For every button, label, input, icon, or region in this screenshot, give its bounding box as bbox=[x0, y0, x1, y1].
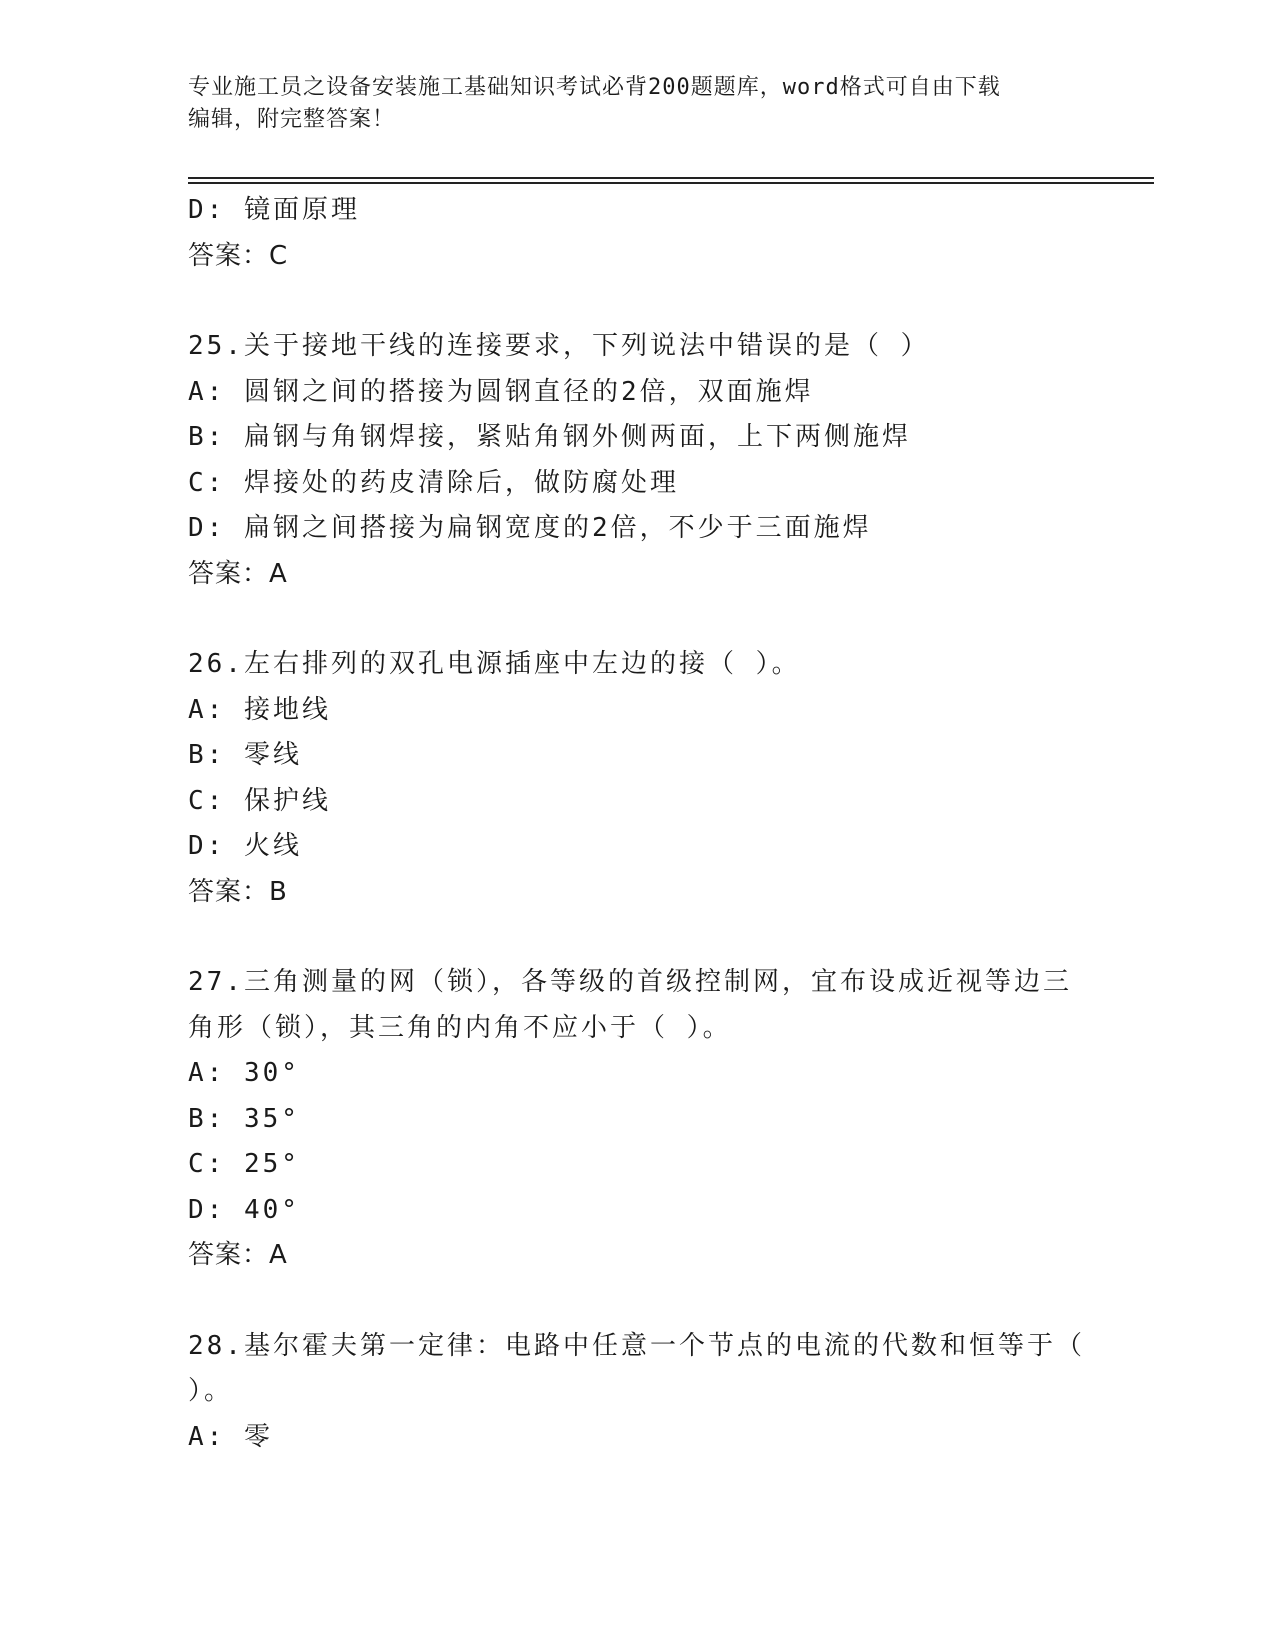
question-26 bbox=[188, 642, 1088, 915]
question-stem: 25.关于接地干线的连接要求，下列说法中错误的是（ ） bbox=[188, 331, 930, 361]
option-d: D: 扁钢之间搭接为扁钢宽度的2倍，不少于三面施焊 bbox=[188, 513, 872, 543]
option-b: B: 35° bbox=[188, 1103, 300, 1134]
answer-line: 答案：A bbox=[188, 1240, 288, 1270]
option-a: A: 接地线 bbox=[188, 694, 331, 725]
question-stem: 26.左右排列的双孔电源插座中左边的接（ ）。 bbox=[188, 649, 801, 679]
option-a: A: 30° bbox=[188, 1058, 300, 1088]
question-27 bbox=[188, 960, 1088, 1279]
option-a: A: 圆钢之间的搭接为圆钢直径的2倍，双面施焊 bbox=[188, 376, 814, 407]
answer-line: 答案：A bbox=[188, 558, 288, 589]
question-28 bbox=[188, 1324, 1088, 1461]
option-c: C: 焊接处的药皮清除后，做防腐处理 bbox=[188, 467, 679, 498]
question-stem-line-1: 27.三角测量的网（锁），各等级的首级控制网，宜布设成近视等边三 bbox=[188, 967, 1072, 997]
option-d: D: 火线 bbox=[188, 831, 302, 861]
header-rule-top bbox=[188, 177, 1154, 179]
option-d: D: 40° bbox=[188, 1194, 300, 1225]
answer-line: 答案：B bbox=[188, 876, 288, 907]
option-a: A: 零 bbox=[188, 1421, 273, 1452]
question-stem-line-2: 角形（锁），其三角的内角不应小于（ ）。 bbox=[188, 1012, 732, 1043]
answer-line: 答案：C bbox=[188, 240, 289, 271]
header-line-2: 编辑，附完整答案！ bbox=[188, 107, 396, 132]
header-line-1: 专业施工员之设备安装施工基础知识考试必背200题题库，word格式可自由下载 bbox=[188, 75, 1001, 100]
option-b: B: 零线 bbox=[188, 740, 302, 770]
option-b: B: 扁钢与角钢焊接，紧贴角钢外侧两面，上下两侧施焊 bbox=[188, 422, 911, 452]
option-c: C: 保护线 bbox=[188, 785, 331, 816]
option-d: D: 镜面原理 bbox=[188, 195, 360, 225]
question-25 bbox=[188, 324, 1088, 597]
question-stem-line-1: 28.基尔霍夫第一定律：电路中任意一个节点的电流的代数和恒等于（ bbox=[188, 1330, 1085, 1361]
question-list bbox=[188, 188, 1088, 1460]
header-rule-bottom bbox=[188, 182, 1154, 184]
question-stem-line-2: ）。 bbox=[188, 1376, 234, 1406]
option-c: C: 25° bbox=[188, 1149, 300, 1179]
document-header bbox=[188, 72, 1088, 136]
